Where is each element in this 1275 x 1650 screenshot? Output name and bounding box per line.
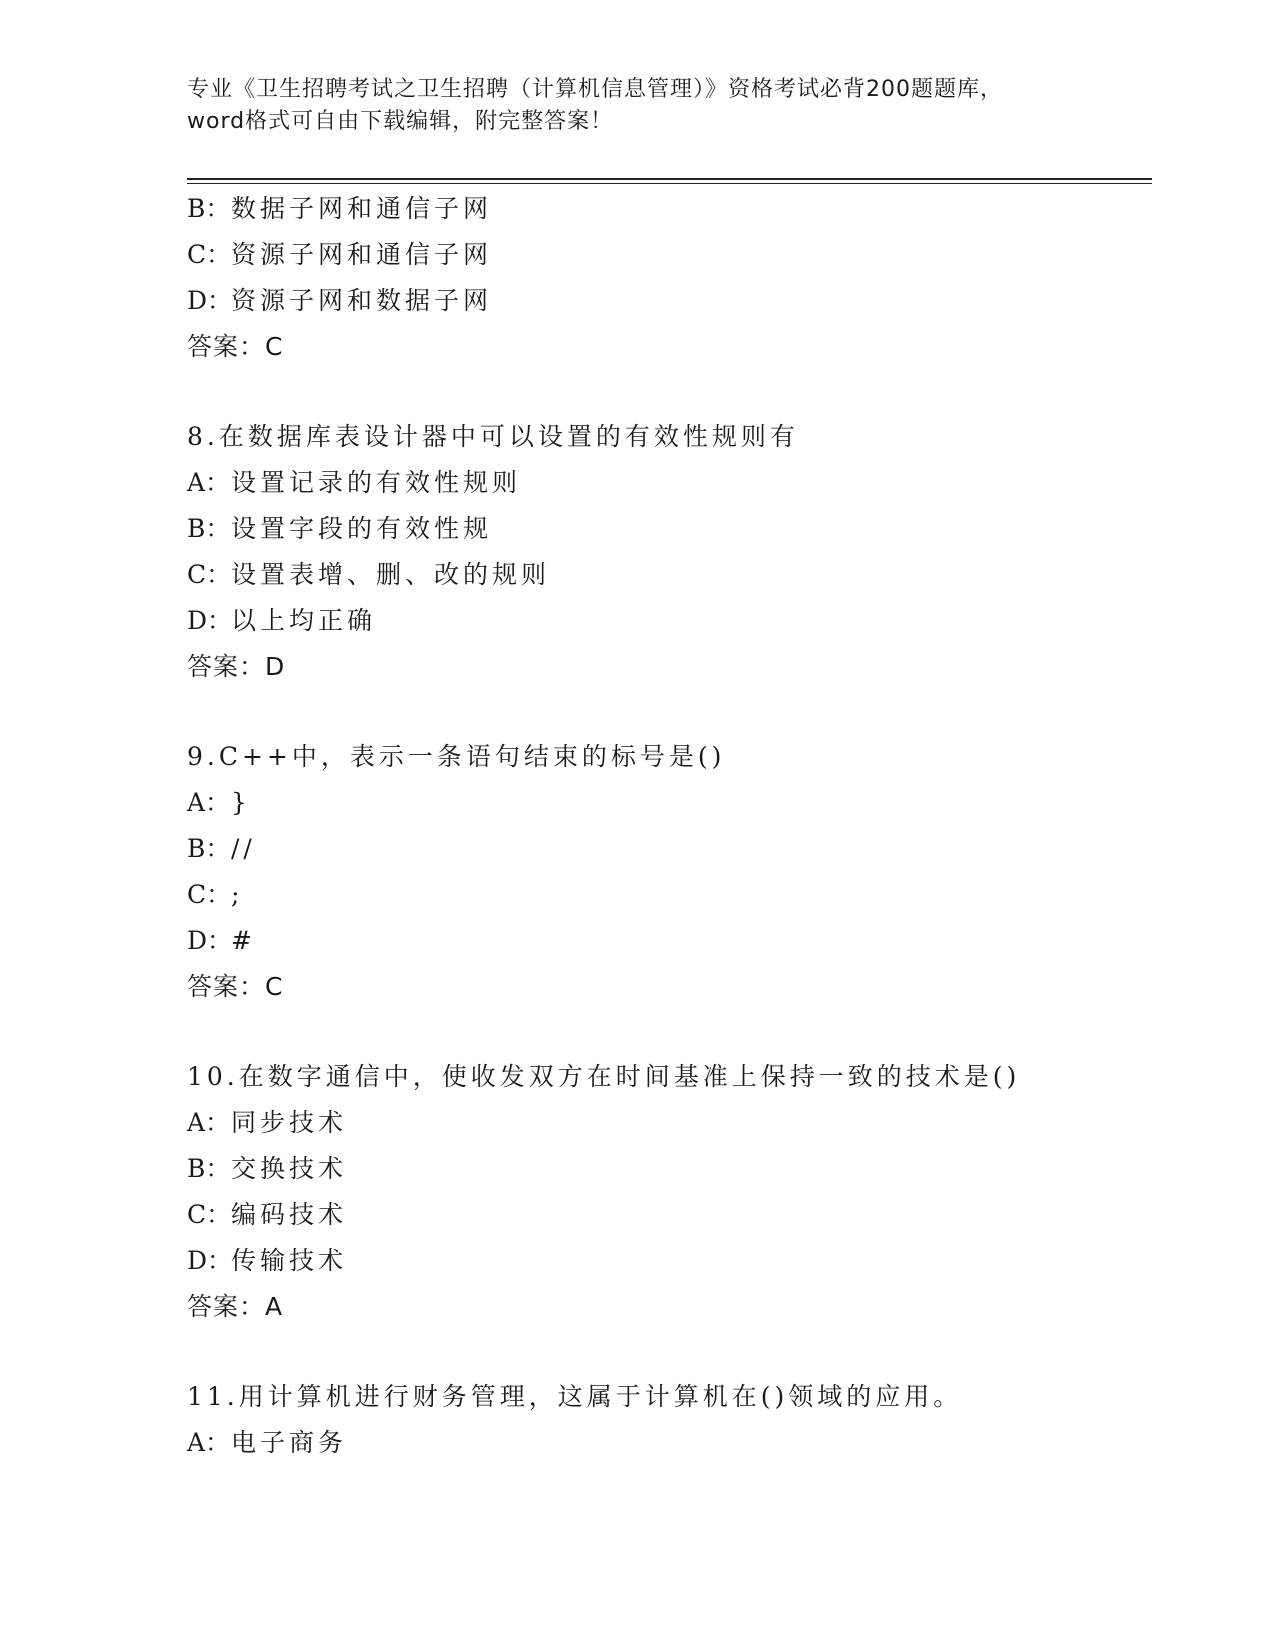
option-c: C：设置表增、删、改的规则 bbox=[187, 560, 551, 589]
option-d: D：# bbox=[187, 926, 256, 955]
option-b: B：设置字段的有效性规 bbox=[187, 514, 493, 543]
header-line-1: 专业《卫生招聘考试之卫生招聘（计算机信息管理）》资格考试必背200题题库， bbox=[187, 77, 1003, 102]
answer-line: 答案：C bbox=[187, 332, 284, 361]
document-header bbox=[187, 74, 1077, 138]
option-d: D：传输技术 bbox=[187, 1246, 348, 1275]
header-divider-thick bbox=[187, 178, 1152, 180]
option-b: B：数据子网和通信子网 bbox=[187, 194, 493, 223]
question-stem: 9.C++中，表示一条语句结束的标号是() bbox=[187, 742, 726, 771]
header-line-2: word格式可自由下载编辑，附完整答案！ bbox=[187, 109, 614, 134]
option-a: A：电子商务 bbox=[187, 1428, 348, 1457]
option-a: A：设置记录的有效性规则 bbox=[187, 468, 522, 497]
option-a: A：} bbox=[187, 788, 251, 817]
question-list bbox=[187, 186, 1152, 1466]
question-stem: 11.用计算机进行财务管理，这属于计算机在()领域的应用。 bbox=[187, 1382, 963, 1411]
option-d: D：资源子网和数据子网 bbox=[187, 286, 493, 315]
option-c: C：; bbox=[187, 880, 244, 909]
option-d: D：以上均正确 bbox=[187, 606, 377, 635]
answer-line: 答案：D bbox=[187, 652, 286, 681]
header-divider-thin bbox=[187, 183, 1152, 184]
question-stem: 8.在数据库表设计器中可以设置的有效性规则有 bbox=[187, 422, 799, 451]
answer-line: 答案：A bbox=[187, 1292, 284, 1321]
option-a: A：同步技术 bbox=[187, 1108, 348, 1137]
option-b: B：交换技术 bbox=[187, 1154, 348, 1183]
answer-line: 答案：C bbox=[187, 972, 284, 1001]
option-b: B：// bbox=[187, 834, 256, 863]
option-c: C：资源子网和通信子网 bbox=[187, 240, 493, 269]
option-c: C：编码技术 bbox=[187, 1200, 348, 1229]
question-stem: 10.在数字通信中，使收发双方在时间基准上保持一致的技术是() bbox=[187, 1062, 1021, 1091]
